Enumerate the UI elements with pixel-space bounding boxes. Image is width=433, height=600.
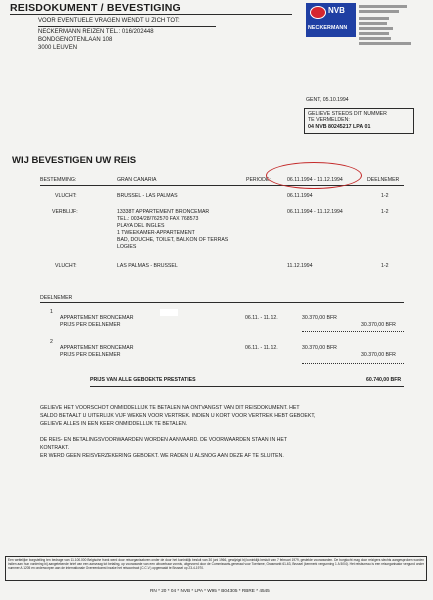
neckermann-logo <box>306 3 356 37</box>
stay-line-6: LOGIES <box>117 244 137 250</box>
title-rule <box>10 14 292 15</box>
participants-header: DEELNEMER <box>40 295 73 301</box>
flight-out-route: BRUSSEL - LAS PALMAS <box>117 193 178 199</box>
company-street: BONDGENOTENLAAN 108 <box>38 37 113 43</box>
participant-2-price-label: PRIJS PER DEELNEMER <box>60 352 121 358</box>
note-payment-2: SALDO BETAALT U UITERLIJK VIJF WEKEN VOOR VERTREK. INDIEN U KORT VOOR VERTREK HEBT GEBOEKT, <box>40 413 316 419</box>
stay-line-1: 13338T APPARTEMENT BRONCEMAR <box>117 209 210 215</box>
participant-2-no: 2 <box>50 339 53 345</box>
destination-value: GRAN CANARIA <box>117 177 157 183</box>
logo-neckermann-text: NECKERMANN <box>308 25 348 31</box>
document-code-line: RN * 20 * 04 * NVB * LPA * W95 * B04305 * RBRE * 4545 <box>150 588 270 593</box>
stay-line-3: PLAYA DEL INGLES <box>117 223 165 229</box>
reference-instruction-1: GELIEVE STEEDS DIT NUMMER <box>308 111 387 117</box>
logo-address-block <box>359 4 423 45</box>
flight-back-label: VLUCHT: <box>55 263 77 269</box>
flight-out-participants: 1-2 <box>381 193 389 199</box>
participant-2-amount: 30.370,00 BFR <box>302 345 337 351</box>
period-highlight-circle <box>266 162 362 189</box>
note-insurance: ER WERD GEEN REISVERZEKERING GEBOEKT. WE RADEN U ALSNOG AAN DEZE AF TE SLUITEN. <box>40 453 284 459</box>
note-conditions-2: KONTRAKT. <box>40 445 70 451</box>
reference-box <box>304 108 414 134</box>
participant-2-item: APPARTEMENT BRONCEMAR <box>60 345 134 351</box>
place-date: GENT, 05.10.1994 <box>306 97 349 103</box>
participant-1-item: APPARTEMENT BRONCEMAR <box>60 315 134 321</box>
stay-label: VERBLIJF: <box>52 209 78 215</box>
period-label: PERIODE: <box>246 177 271 183</box>
logo-nvb-text: NVB <box>328 6 345 15</box>
note-payment-1: GELIEVE HET VOORSCHOT ONMIDDELLIJK TE BETALEN NA ONTVANGST VAN DIT REISDOKUMENT. HET <box>40 405 300 411</box>
stay-participants: 1-2 <box>381 209 389 215</box>
stay-line-4: 1 TWEEKAMER-APPARTEMENT <box>117 230 195 236</box>
company-line: NECKERMANN REIZEN TEL.: 016/202448 <box>38 29 154 35</box>
logo-emblem-icon <box>310 6 326 19</box>
participant-1-underline <box>302 331 404 332</box>
note-conditions-1: DE REIS- EN BETALINGSVOORWAARDEN WORDEN AANVAARD. DE VOORWAARDEN STAAN IN HET <box>40 437 288 443</box>
flight-back-date: 11.12.1994 <box>287 263 313 269</box>
note-payment-3: GELIEVE ALLES IN EEN KEER ONMIDDELLIJK TE BETALEN. <box>40 421 188 427</box>
total-rule <box>90 386 404 387</box>
participant-1-price-label: PRIJS PER DEELNEMER <box>60 322 121 328</box>
trip-header-rule <box>40 185 404 186</box>
participant-column-header: DEELNEMER <box>367 177 400 183</box>
flight-out-date: 06.11.1994 <box>287 193 313 199</box>
participant-2-underline <box>302 363 404 364</box>
reference-number: 04 NVB 80245217 LPA 01 <box>308 124 371 130</box>
stay-line-5: BAD, DOUCHE, TOILET, BALKON OF TERRAS <box>117 237 229 243</box>
participants-header-rule <box>40 302 404 303</box>
participant-1-price-total: 30.370,00 BFR <box>361 322 396 328</box>
participant-1-no: 1 <box>50 309 53 315</box>
period-value: 06.11.1994 - 11.12.1994 <box>287 177 343 183</box>
redacted-name <box>160 309 178 316</box>
participant-2-price-total: 30.370,00 BFR <box>361 352 396 358</box>
participant-2-dates: 06.11. - 11.12. <box>245 345 278 351</box>
reference-instruction-2: TE VERMELDEN: <box>308 117 350 123</box>
total-label: PRIJS VAN ALLE GEBOEKTE PRESTATIES <box>90 377 196 383</box>
destination-label: BESTEMMING: <box>40 177 77 183</box>
stay-dates: 06.11.1994 - 11.12.1994 <box>287 209 343 215</box>
stay-line-2: TEL.: 0034/28/762570 FAX 768573 <box>117 216 199 222</box>
participant-1-dates: 06.11. - 11.12. <box>245 315 278 321</box>
company-city: 3000 LEUVEN <box>38 45 78 51</box>
questions-rule <box>38 26 216 27</box>
legal-footer: Een wettelijke borgstelling ten bedrage van 11.100.000 Belgische frank werd door reisorganisatoren onder de door het koninklijk besluit van 30 juni 1966, gewijzigd bij koninklijk besluit van 7 februari 1979, gestelde voorwaarden. De borgtocht mag door reizigers slechts aangesproken worden indien aan hun vordering bij aangetekende brief van een aanvraag tot betaling, op voorwaarde van een uitvoerbaar vonnis, uitgevoerd door de Commissaris-generaal voor Toerisme, Grasmarkt 61-63, Brussel (kenmerk vergunning 1 A 5/04). Het reisbureau is een reisorganisator vergund onder nummer A 1205 en onderworpen aan de internationale Overeenkomst inzake het reiscontract (C.C.V.) opgemaakt te Brussel op 23-4-1970. <box>5 556 427 581</box>
document-title: REISDOKUMENT / BEVESTIGING <box>10 2 181 14</box>
confirm-heading: WIJ BEVESTIGEN UW REIS <box>12 155 137 166</box>
total-value: 60.740,00 BFR <box>366 377 402 383</box>
flight-out-label: VLUCHT: <box>55 193 77 199</box>
questions-line: VOOR EVENTUELE VRAGEN WENDT U ZICH TOT: <box>38 18 180 24</box>
flight-back-route: LAS PALMAS - BRUSSEL <box>117 263 178 269</box>
flight-back-participants: 1-2 <box>381 263 389 269</box>
participant-1-amount: 30.370,00 BFR <box>302 315 337 321</box>
